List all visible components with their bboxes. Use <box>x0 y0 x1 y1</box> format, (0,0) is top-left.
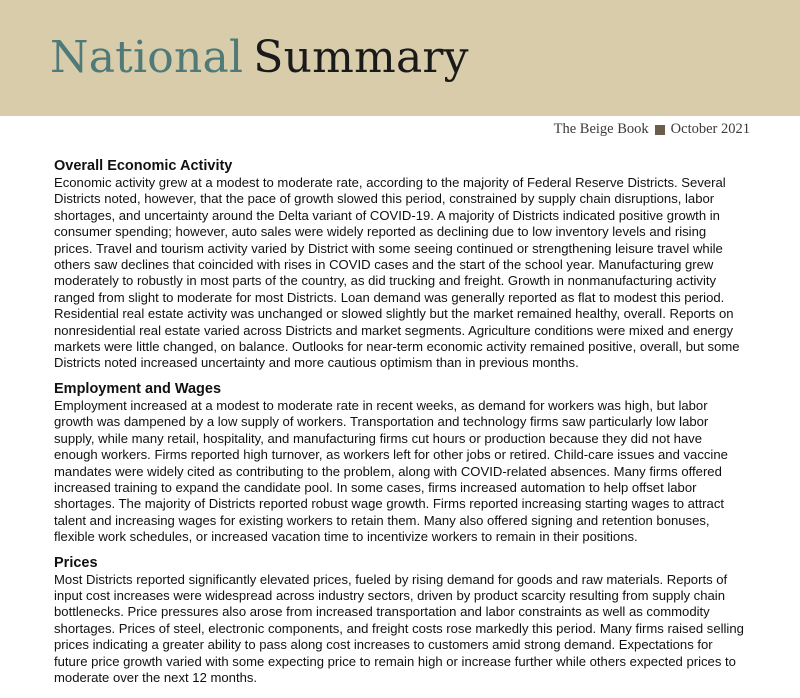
document-body <box>54 158 744 695</box>
section-paragraph: Employment increased at a modest to moderate rate in recent weeks, as demand for workers was high, but labor growth was dampened by a low supply of workers. Transportation and technology firms saw particularly low labor supply, while many retail, hospitality, and manufacturing firms cut hours or production because they did not have enough workers. Firms reported high turnover, as workers left for other jobs or retired. Child-care issues and vaccine mandates were widely cited as contributing to the problem, along with COVID-related absences. Many firms offered increased training to expand the candidate pool. In some cases, firms increased automation to help offset labor shortages. The majority of Districts reported robust wage growth. Firms reported increasing starting wages to attract talent and increasing wages for existing workers to retain them. Many also offered signing and retention bonuses, flexible work schedules, or increased vacation time to incentivize workers to remain in their positions. <box>54 397 728 545</box>
page-title-national: National <box>50 32 244 83</box>
publication-line <box>554 121 750 138</box>
page-title-summary: Summary <box>253 32 469 83</box>
publication-date: October 2021 <box>670 121 750 137</box>
section-heading: Overall Economic Activity <box>54 158 233 174</box>
section-paragraph: Economic activity grew at a modest to moderate rate, according to the majority of Federal Reserve Districts. Several Districts noted, however, that the pace of growth slowed this period, constrained by supply chain disruptions, labor shortages, and uncertainty around the Delta variant of COVID-19. A majority of Districts indicated positive growth in consumer spending; however, auto sales were widely reported as declining due to low inventory levels and rising prices. Travel and tourism activity varied by District with some seeing continued or strengthening leisure travel while others saw declines that coincided with rises in COVID cases and the start of the school year. Manufacturing grew moderately to robustly in most parts of the country, as did trucking and freight. Growth in nonmanufacturing activity ranged from slight to moderate for most Districts. Loan demand was generally reported as flat to modest this period. Residential real estate activity was unchanged or slowed slightly but the market remained healthy, overall. Reports on nonresidential real estate varied across Districts and market segments. Agriculture conditions were mixed and energy markets were little changed, on balance. Outlooks for near-term economic activity remained positive, overall, but some Districts noted increased uncertainty and more cautious optimism than in previous months. <box>54 175 740 371</box>
section-prices <box>54 555 744 687</box>
title-banner <box>0 0 800 116</box>
square-separator-icon <box>655 125 665 135</box>
section-heading: Employment and Wages <box>54 380 222 397</box>
section-paragraph: Most Districts reported significantly elevated prices, fueled by rising demand for goods and raw materials. Reports of input cost increases were widespread across industry sectors, driven by product scarcity resulting from supply chain bottlenecks. Price pressures also arose from increased transportation and labor constraints as well as commodity shortages. Prices of steel, electronic components, and freight costs rose markedly this period. Many firms raised selling prices indicating a greater ability to pass along cost increases to customers amid strong demand. Expectations for future price growth varied with some expecting price to remain high or increase further while others expected prices to moderate over the next 12 months. <box>54 571 744 685</box>
section-heading: Prices <box>54 554 98 571</box>
section-employment-and-wages <box>54 381 744 546</box>
publication-name: The Beige Book <box>553 121 649 137</box>
page-title <box>50 28 469 88</box>
section-overall-economic-activity <box>54 158 744 372</box>
